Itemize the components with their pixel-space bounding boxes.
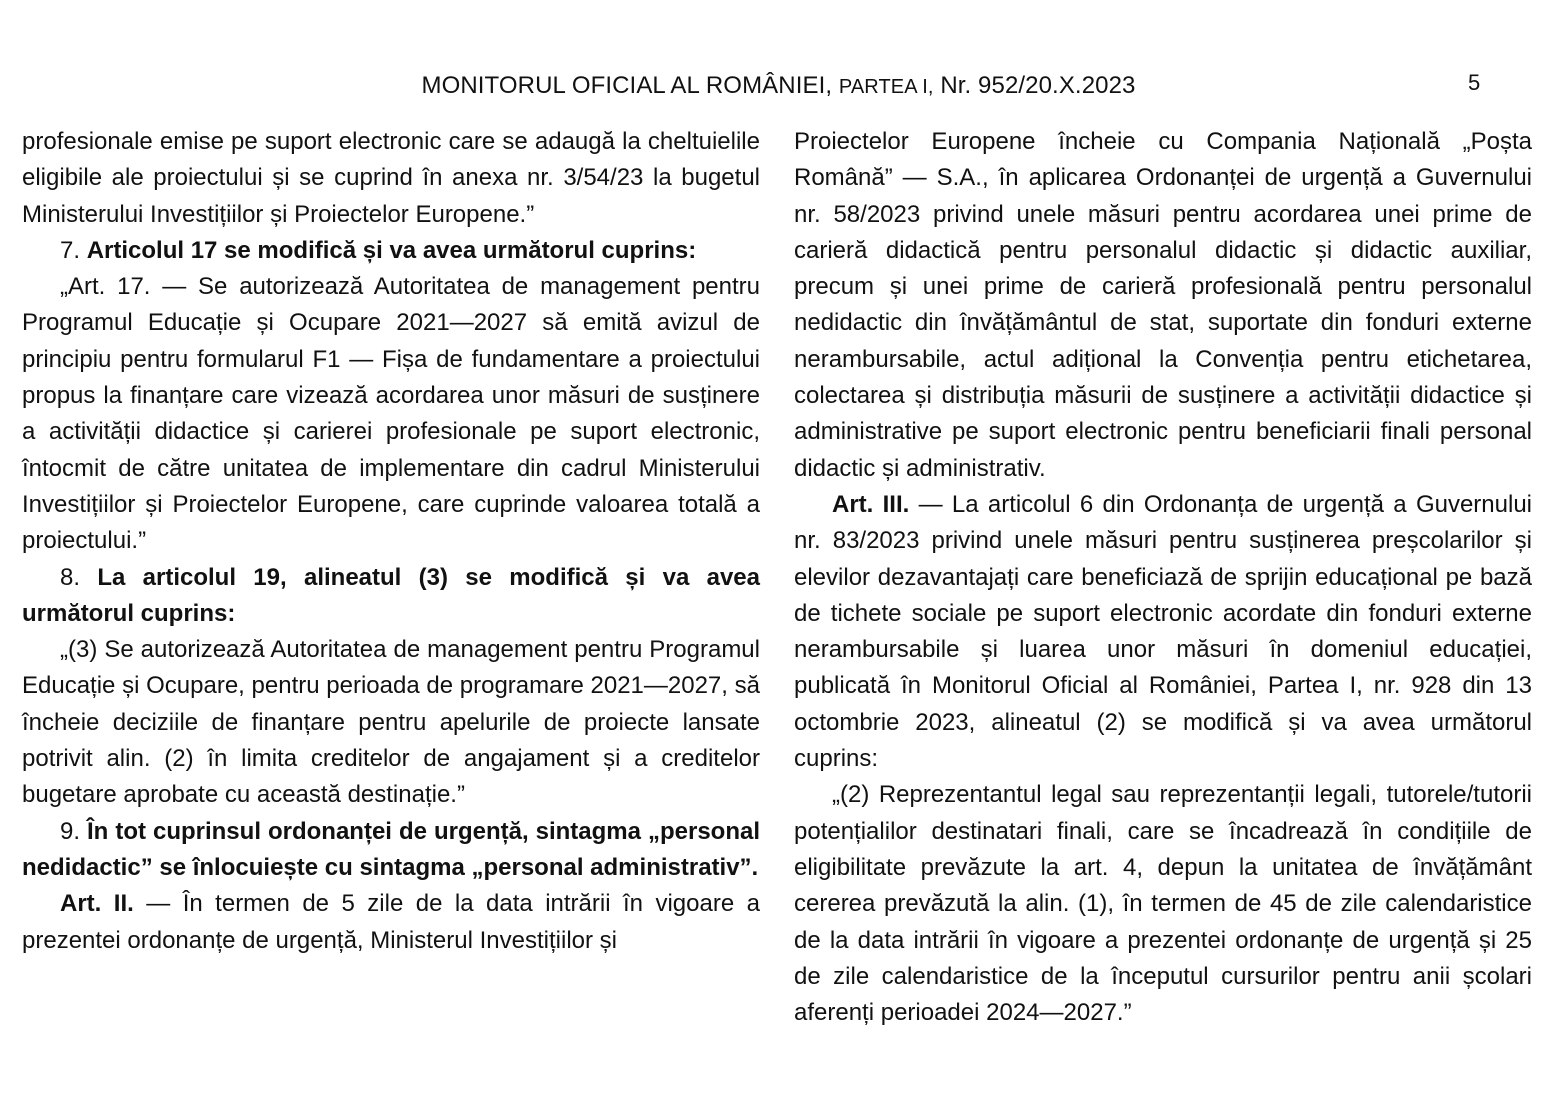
left-paragraph-2 — [22, 233, 760, 269]
amendment-heading: La articolul 19, alineatul (3) se modifică și va avea următorul cuprins: — [22, 563, 760, 627]
publication-issue: Nr. 952/20.X.2023 — [940, 72, 1136, 99]
amendment-heading: Articolul 17 se modifică și va avea următorul cuprins: — [86, 236, 697, 264]
article-text: — În termen de 5 zile de la data intrării în vigoare a prezentei ordonanțe de urgență, Ministerul Investițiilor și — [22, 890, 760, 954]
item-number: 7. — [60, 236, 87, 264]
left-paragraph-4 — [22, 560, 760, 633]
left-column — [22, 124, 760, 959]
item-number: 8. — [60, 563, 98, 591]
left-paragraph-6 — [22, 814, 760, 887]
amendment-heading: În tot cuprinsul ordonanței de urgență, sintagma „personal nedidactic” se înlocuiește cu sintagma „personal administrativ”. — [22, 817, 761, 881]
item-number: 9. — [60, 817, 88, 845]
publication-title: MONITORUL OFICIAL AL ROMÂNIEI, — [421, 72, 833, 99]
left-paragraph-3: „Art. 17. — Se autorizează Autoritatea de management pentru Programul Educație și Ocupare 2021—2027 să emită avizul de principiu pentru formularul F1 — Fișa de fundamentare a proiectului propus la finanțare care vizează acordarea unor măsuri de susținere a activității didactice și carierei profesionale pe suport electronic, întocmit de către unitatea de implementare din cadrul Ministerului Investițiilor și Proiectelor Europene, care cuprinde valoarea totală a proiectului.” — [22, 273, 760, 555]
left-paragraph-1: profesionale emise pe suport electronic care se adaugă la cheltuielile eligibile ale proiectului și se cuprind în anexa nr. 3/54/23 la bugetul Ministerului Investițiilor și Proiectelor Europene.” — [22, 128, 760, 228]
right-paragraph-3: „(2) Reprezentantul legal sau reprezentanții legali, tutorele/tutorii potențialilor destinatari finali, care se încadrează în condițiile de eligibilitate prevăzute la art. 4, depun la unitatea de învățământ cererea prevăzută la alin. (1), în termen de 45 de zile calendaristice de la data intrării în vigoare a prezentei ordonanțe de urgență și 25 de zile calendaristice de la începutul cursurilor pentru anii școlari aferenți perioadei 2024—2027.” — [794, 781, 1532, 1027]
article-label: Art. III. — [832, 490, 910, 518]
right-paragraph-2 — [794, 487, 1532, 777]
page-header — [0, 72, 1557, 100]
left-paragraph-5: „(3) Se autorizează Autoritatea de management pentru Programul Educație și Ocupare, pentru perioada de programare 2021—2027, să încheie deciziile de finanțare pentru apelurile de proiecte lansate potrivit alin. (2) în limita creditelor de angajament și a creditelor bugetare aprobate cu această destinație.” — [22, 636, 760, 809]
page-number: 5 — [1468, 70, 1481, 95]
publication-part: PARTEA I, — [838, 76, 934, 98]
article-label: Art. II. — [60, 890, 134, 918]
right-column — [794, 124, 1532, 1031]
right-paragraph-1: Proiectelor Europene încheie cu Compania Națională „Poșta Română” — S.A., în aplicarea Ordonanței de urgență a Guvernului nr. 58/2023 privind unele măsuri pentru acordarea unei prime de carieră didactică pentru personalul didactic și didactic auxiliar, precum și unei prime de carieră profesională pentru personalul nedidactic din învățământul de stat, suportate din fonduri externe nerambursabile, actul adițional la Convenția pentru etichetarea, colectarea și distribuția măsurii de susținere a activității didactice și administrative pe suport electronic pentru beneficiarii finali personal didactic și administrativ. — [794, 128, 1532, 482]
left-paragraph-7 — [22, 886, 760, 959]
article-text: — La articolul 6 din Ordonanța de urgență a Guvernului nr. 83/2023 privind unele măsuri pentru susținerea preșcolarilor și elevilor dezavantajați care beneficiază de sprijin educațional pe bază de tichete sociale pe suport electronic acordate din fonduri externe nerambursabile și luarea unor măsuri în domeniul educației, publicată în Monitorul Oficial al României, Partea I, nr. 928 din 13 octombrie 2023, alineatul (2) se modifică și va avea următorul cuprins: — [794, 490, 1533, 773]
